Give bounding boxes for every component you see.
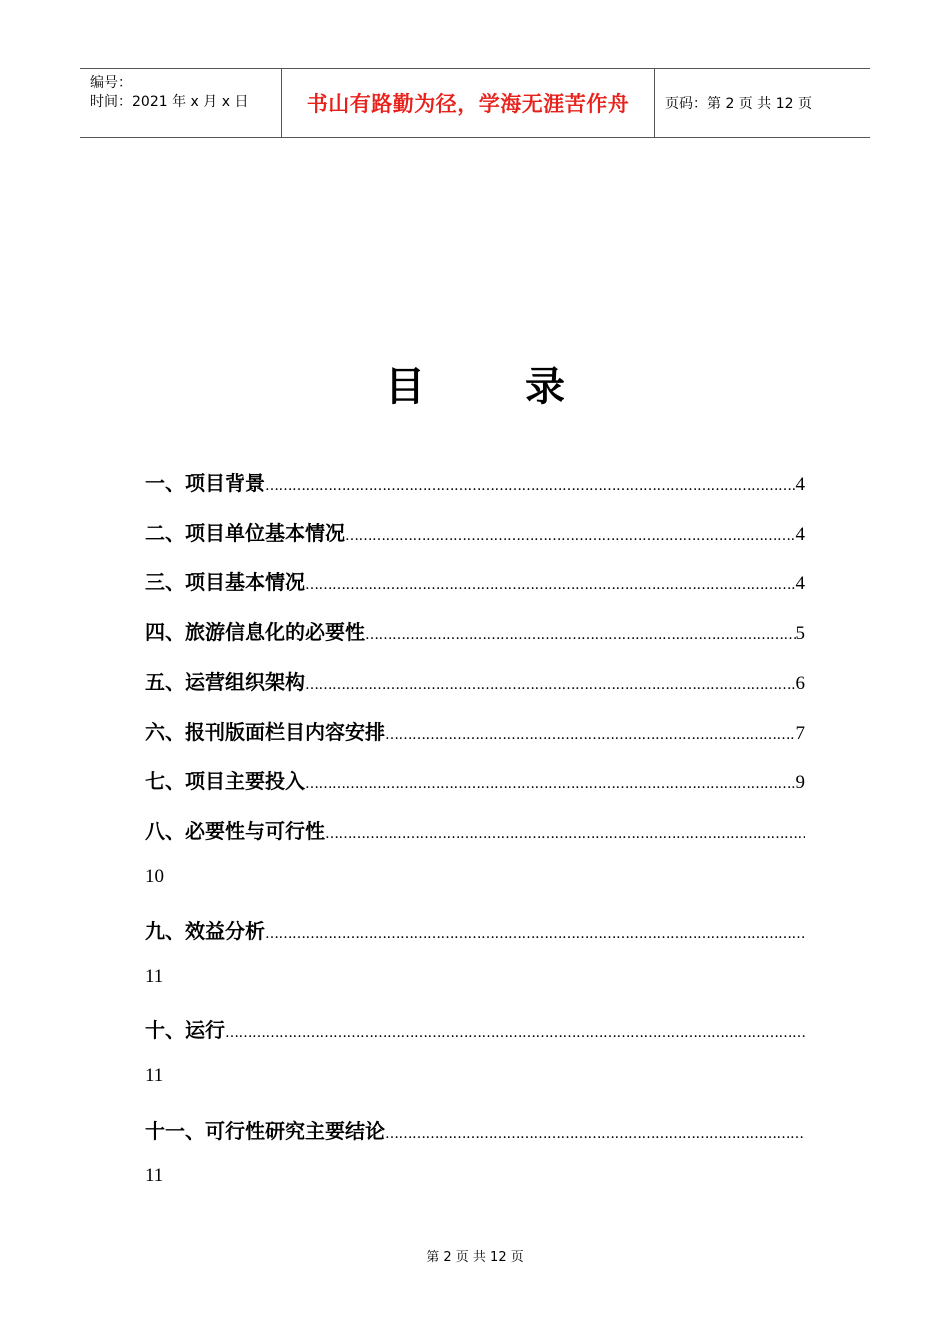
- toc-entry-label: 四、旅游信息化的必要性: [145, 620, 365, 644]
- toc-entry[interactable]: [145, 1014, 805, 1044]
- toc-entry-page: 11: [145, 966, 164, 987]
- header-info-cell: [80, 69, 282, 137]
- toc-entry-page: 11: [145, 1065, 164, 1086]
- footer-page-info: 第 2 页 共 12 页: [426, 1250, 524, 1265]
- number-label: 编号：: [90, 75, 132, 91]
- toc-entry-label: 五、运营组织架构: [145, 670, 305, 694]
- toc-leader: [325, 826, 805, 842]
- toc-leader: [265, 478, 796, 494]
- header-motto-cell: [282, 69, 655, 137]
- toc-entry-page: 5: [795, 623, 805, 644]
- toc-entry-label: 八、必要性与可行性: [145, 819, 325, 843]
- toc-entry-label: 十、运行: [145, 1018, 225, 1042]
- toc-entry[interactable]: [145, 1115, 805, 1145]
- toc-entry[interactable]: [145, 716, 805, 746]
- toc-entry[interactable]: [145, 815, 805, 845]
- toc-entry[interactable]: [145, 616, 805, 646]
- toc-entry-page: 4: [795, 573, 805, 594]
- toc-entry-label: 九、效益分析: [145, 919, 265, 943]
- title-char-1: 目: [385, 364, 425, 410]
- toc-entry[interactable]: [145, 765, 805, 795]
- toc-entry-page: 6: [795, 673, 805, 694]
- toc-entry[interactable]: [145, 467, 805, 497]
- toc-entry-page: 4: [795, 474, 805, 495]
- toc-entry-label: 一、项目背景: [145, 471, 265, 495]
- toc-entry-label: 十一、可行性研究主要结论: [145, 1119, 385, 1143]
- time-label: 时间：2021 年 x 月 x 日: [90, 94, 249, 110]
- toc-leader: [265, 926, 805, 942]
- toc-leader: [305, 776, 796, 792]
- page-header: [80, 68, 870, 138]
- toc-leader: [305, 677, 796, 693]
- toc-leader: [365, 627, 796, 643]
- toc-entry-page: 9: [795, 772, 805, 793]
- toc-entry-page: 4: [795, 524, 805, 545]
- toc-leader: [385, 1126, 805, 1142]
- toc-entry-label: 六、报刊版面栏目内容安排: [145, 720, 385, 744]
- page-title: [0, 355, 950, 412]
- toc-entry[interactable]: [145, 666, 805, 696]
- toc-entry-page: 11: [145, 1165, 164, 1186]
- toc-entry-label: 七、项目主要投入: [145, 769, 305, 793]
- toc-leader: [305, 577, 796, 593]
- toc-entry[interactable]: [145, 566, 805, 596]
- toc-entry-label: 二、项目单位基本情况: [145, 521, 345, 545]
- toc-entry-label: 三、项目基本情况: [145, 570, 305, 594]
- toc-leader: [225, 1025, 805, 1041]
- header-page-cell: [655, 69, 870, 137]
- toc-entry-page: 10: [145, 866, 164, 887]
- toc-entry-page: 7: [795, 723, 805, 744]
- header-page-info: 页码：第 2 页 共 12 页: [665, 96, 812, 112]
- toc-leader: [385, 727, 796, 743]
- title-char-2: 录: [525, 364, 565, 410]
- motto: 书山有路勤为径，学海无涯苦作舟: [306, 92, 630, 116]
- page-footer: [0, 1246, 950, 1265]
- toc-entry[interactable]: [145, 517, 805, 547]
- toc-leader: [345, 528, 796, 544]
- toc-entry[interactable]: [145, 915, 805, 945]
